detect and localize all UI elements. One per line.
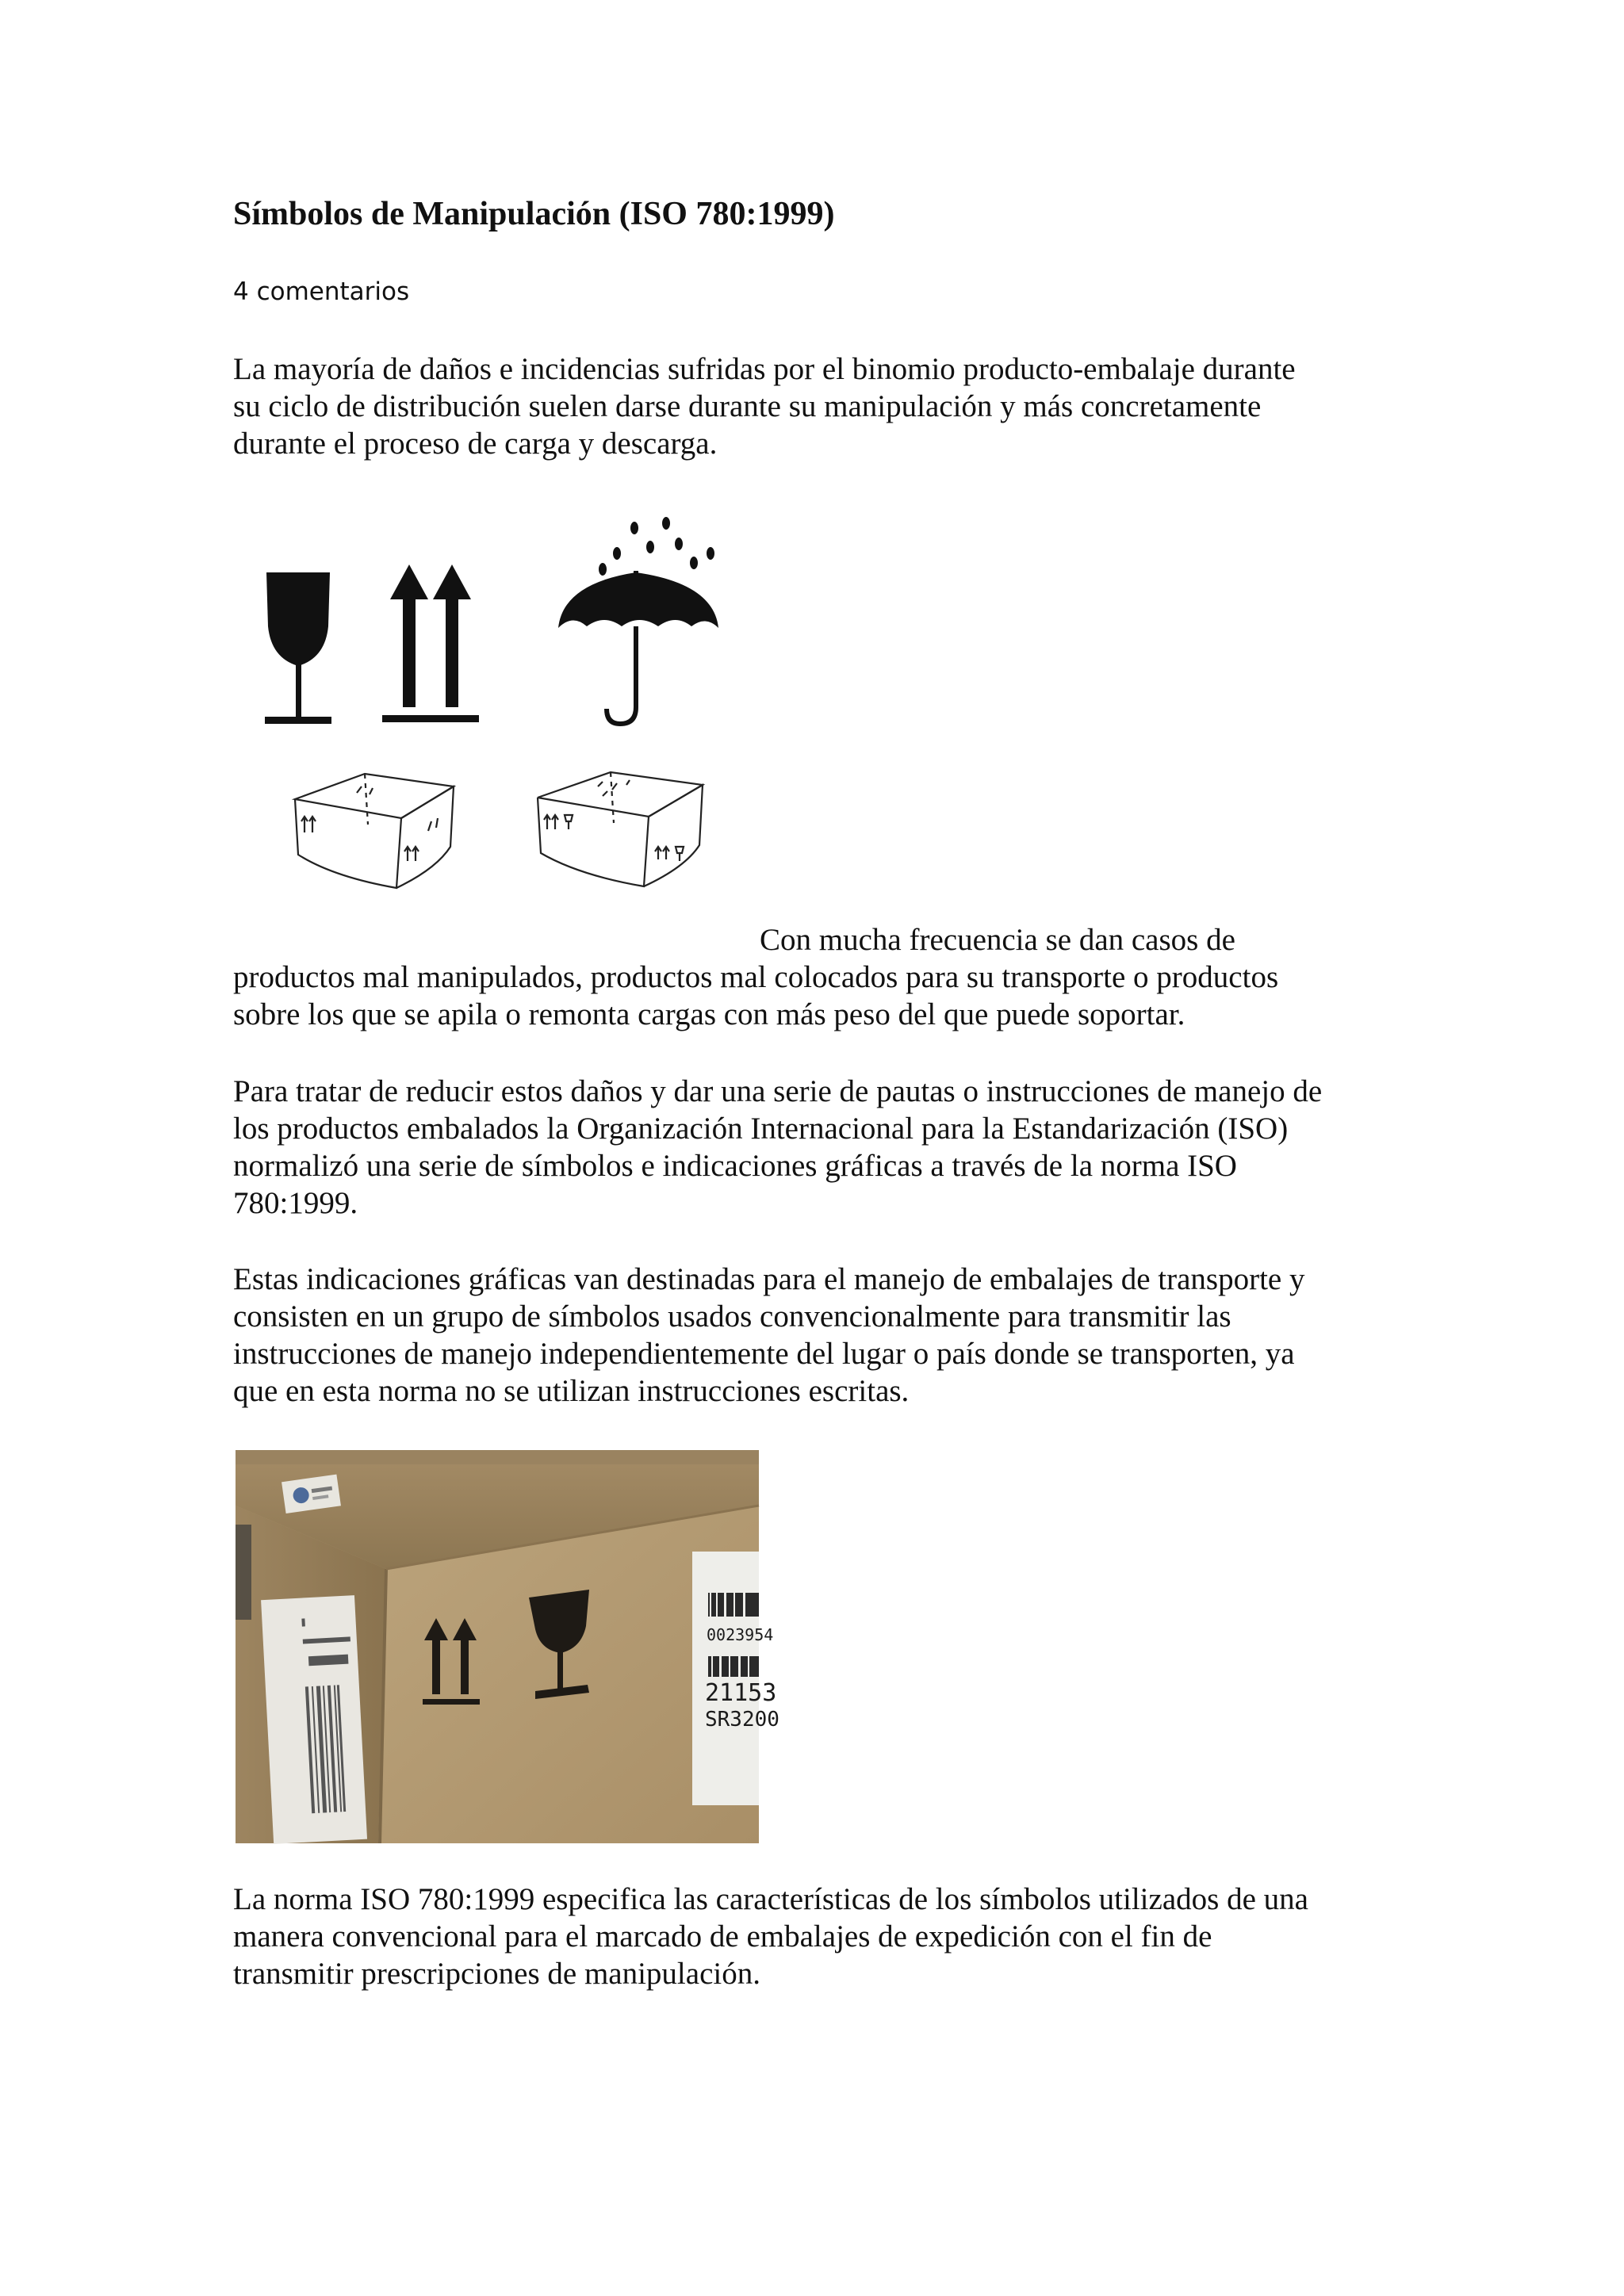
comments-count-link[interactable]: 4 comentarios	[233, 277, 410, 306]
page-title: Símbolos de Manipulación (ISO 780:1999)	[233, 196, 835, 232]
text-line: su ciclo de distribución suelen darse durante su manipulación y más concretamente	[233, 389, 1262, 423]
paragraph-iso-standardization	[233, 1073, 1407, 1222]
paragraph-frequent-cases	[233, 921, 1407, 1033]
text-line: normalizó una serie de símbolos e indicaciones gráficas a través de la norma ISO	[233, 1149, 1237, 1183]
label-code-text: 0023954	[707, 1625, 774, 1644]
text-line: La mayoría de daños e incidencias sufridas por el binomio producto-embalaje durante	[233, 352, 1296, 386]
label-code-text: 21153	[705, 1679, 777, 1707]
cardboard-box-photo	[236, 1450, 779, 1843]
handling-symbols-figure	[238, 507, 745, 936]
text-line: los productos embalados la Organización Internacional para la Estandarización (ISO)	[233, 1112, 1289, 1146]
text-line: manera convencional para el marcado de embalajes de expedición con el fin de	[233, 1919, 1212, 1954]
text-line: instrucciones de manejo independientemente del lugar o país donde se transporten, ya	[233, 1337, 1295, 1371]
text-line: que en esta norma no se utilizan instrucciones escritas.	[233, 1374, 910, 1408]
paragraph-graphic-indications	[233, 1261, 1407, 1410]
fragile-glass-icon	[265, 572, 331, 724]
text-line: 780:1999.	[233, 1186, 358, 1220]
text-line: durante el proceso de carga y descarga.	[233, 427, 718, 461]
this-way-up-arrows-icon	[382, 564, 479, 722]
text-line: Para tratar de reducir estos daños y dar una serie de pautas o instrucciones de manejo de	[233, 1074, 1323, 1108]
keep-dry-umbrella-icon	[558, 517, 718, 726]
text-line: Estas indicaciones gráficas van destinadas para el manejo de embalajes de transporte y	[233, 1262, 1305, 1296]
paragraph-intro	[233, 350, 1407, 462]
box-sketch-with-symbols	[295, 774, 454, 888]
label-code-text: SR3200	[705, 1708, 779, 1732]
text-line: consisten en un grupo de símbolos usados convencionalmente para transmitir las	[233, 1299, 1231, 1334]
text-line: productos mal manipulados, productos mal colocados para su transporte o productos	[233, 960, 1279, 994]
text-line: La norma ISO 780:1999 especifica las características de los símbolos utilizados de una	[233, 1882, 1308, 1916]
box-sketch-with-symbols	[538, 772, 703, 886]
text-line: sobre los que se apila o remonta cargas con más peso del que puede soportar.	[233, 997, 1185, 1031]
paragraph-iso-specification	[233, 1881, 1407, 1992]
text-line: transmitir prescripciones de manipulación.	[233, 1957, 760, 1991]
text-line: Con mucha frecuencia se dan casos de	[760, 923, 1235, 957]
